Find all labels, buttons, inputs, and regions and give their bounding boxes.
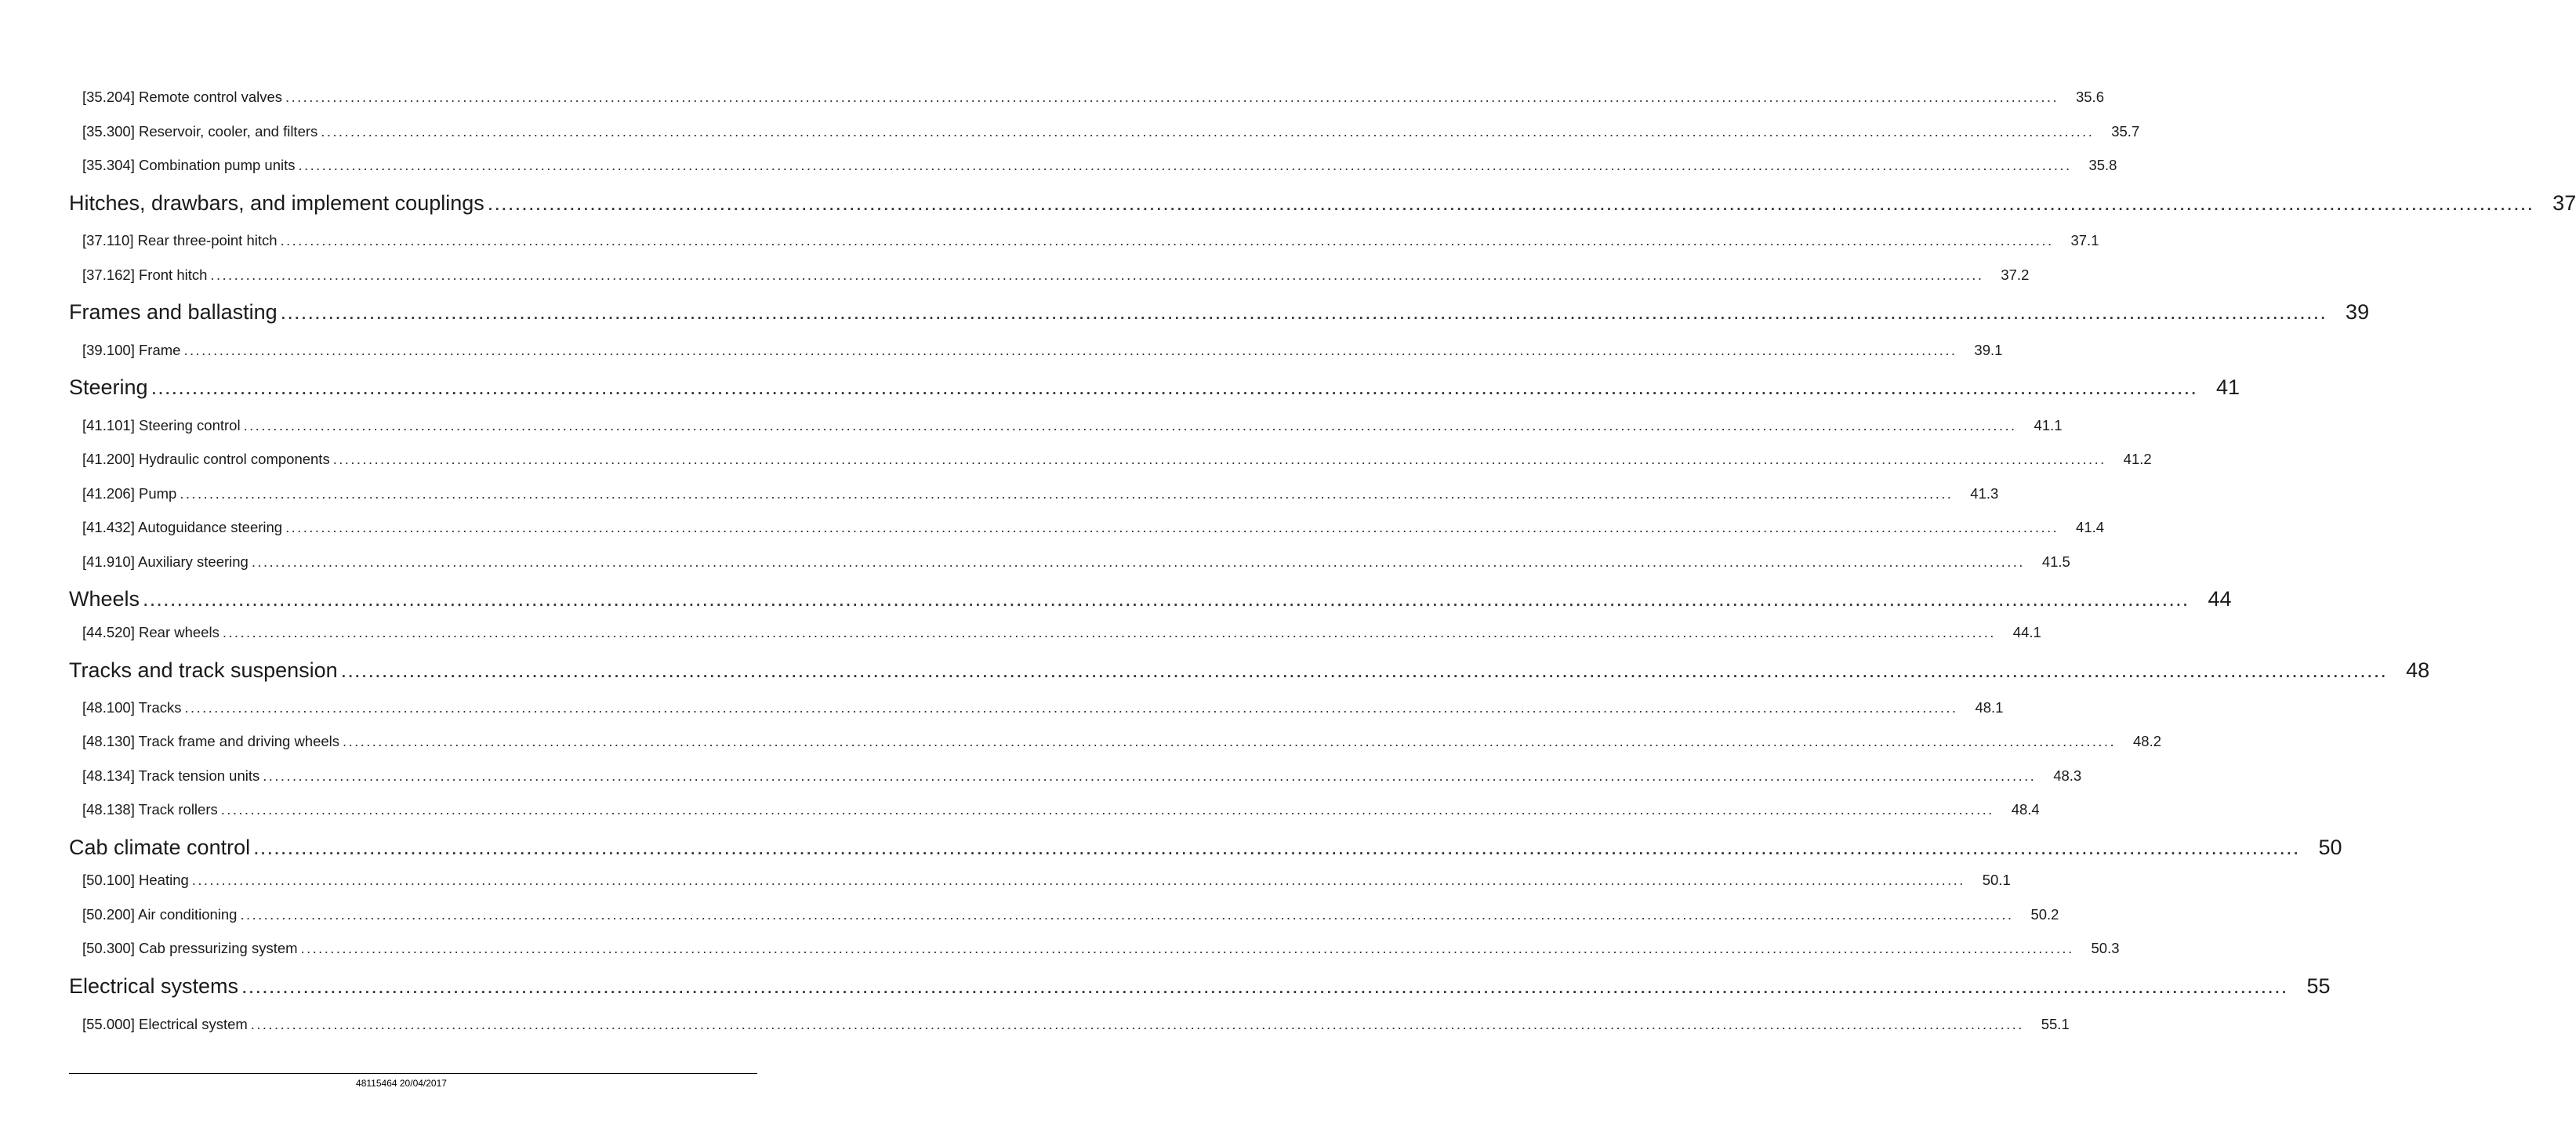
- toc-page-number: 50: [2318, 836, 2342, 859]
- dot-leader: ............................................................................................................................................................................................................................................................................................................: [285, 89, 2059, 105]
- toc-entry-title: [48.138] Track rollers: [82, 801, 218, 818]
- toc-subsection-entry[interactable]: [0, 767, 2082, 785]
- toc-entry-title: [48.134] Track tension units: [82, 767, 260, 784]
- toc-entry-title: [48.130] Track frame and driving wheels: [82, 733, 340, 749]
- toc-subsection-entry[interactable]: [0, 801, 2040, 818]
- dot-leader: ............................................................................................................................................................................................................................................................................................................: [220, 801, 1994, 818]
- toc-section-title: Steering: [69, 375, 148, 399]
- toc-page-number: 50.1: [1982, 872, 2011, 888]
- dot-leader: ............................................................................................................................................................................................................................................................................................................: [243, 417, 2017, 433]
- dot-leader: ............................................................................................................................................................................................................................................................................................................: [487, 191, 2534, 215]
- toc-page-number: 39.1: [1974, 342, 2003, 358]
- toc-subsection-entry[interactable]: [0, 451, 2152, 468]
- dot-leader: ............................................................................................................................................................................................................................................................................................................: [321, 123, 2095, 140]
- toc-entry-title: [37.162] Front hitch: [82, 267, 208, 283]
- toc-entry-title: [35.300] Reservoir, cooler, and filters: [82, 123, 318, 140]
- toc-page-number: 37: [2552, 191, 2576, 215]
- toc-page-number: 50.2: [2030, 906, 2059, 923]
- toc-entry-title: [44.520] Rear wheels: [82, 624, 220, 640]
- toc-page-number: 41.2: [2123, 451, 2152, 467]
- toc-page-number: 39: [2346, 300, 2370, 324]
- toc-entry-title: [37.110] Rear three-point hitch: [82, 232, 278, 248]
- toc-page-number: 41.1: [2034, 417, 2063, 433]
- toc-entry-title: [41.206] Pump: [82, 485, 177, 502]
- toc-page-number: 48.1: [1975, 699, 2004, 716]
- toc-page-number: 48.2: [2133, 733, 2162, 749]
- toc-subsection-entry[interactable]: [0, 733, 2162, 750]
- toc-subsection-entry[interactable]: [0, 485, 1999, 502]
- toc-page-number: 41.5: [2041, 553, 2070, 570]
- toc-subsection-entry[interactable]: [0, 699, 2004, 716]
- toc-subsection-entry[interactable]: [0, 342, 2003, 359]
- toc-subsection-entry[interactable]: [0, 624, 2041, 641]
- toc-page-number: 35.7: [2111, 123, 2140, 140]
- toc-subsection-entry[interactable]: [0, 940, 2120, 957]
- toc-entry-title: [39.100] Frame: [82, 342, 181, 358]
- toc-subsection-entry[interactable]: [0, 417, 2063, 434]
- toc-entry-title: [55.000] Electrical system: [82, 1016, 248, 1032]
- toc-section-title: Tracks and track suspension: [69, 658, 338, 682]
- toc-subsection-entry[interactable]: [0, 872, 2011, 889]
- toc-entry-title: [41.101] Steering control: [82, 417, 241, 433]
- dot-leader: ............................................................................................................................................................................................................................................................................................................: [298, 157, 2072, 173]
- toc-subsection-entry[interactable]: [0, 553, 2070, 571]
- dot-leader: ............................................................................................................................................................................................................................................................................................................: [280, 232, 2054, 248]
- toc-page-number: 50.3: [2091, 940, 2120, 956]
- toc-section-title: Hitches, drawbars, and implement couplings: [69, 191, 484, 215]
- toc-page-number: 55: [2306, 974, 2331, 998]
- footer-divider: [69, 1073, 757, 1074]
- toc-subsection-entry[interactable]: [0, 157, 2117, 174]
- toc-page-number: 41.3: [1970, 485, 1999, 502]
- toc-page-number: 35.6: [2075, 89, 2104, 105]
- toc-section-title: Electrical systems: [69, 974, 239, 998]
- toc-section-entry[interactable]: [0, 300, 2370, 325]
- toc-subsection-entry[interactable]: [0, 123, 2140, 140]
- toc-page-number: 55.1: [2041, 1016, 2070, 1032]
- dot-leader: ............................................................................................................................................................................................................................................................................................................: [184, 699, 1958, 716]
- toc-entry-title: [35.304] Combination pump units: [82, 157, 296, 173]
- toc-subsection-entry[interactable]: [0, 906, 2059, 923]
- dot-leader: ............................................................................................................................................................................................................................................................................................................: [210, 267, 1984, 283]
- dot-leader: ............................................................................................................................................................................................................................................................................................................: [343, 733, 2117, 749]
- toc-section-title: Cab climate control: [69, 836, 251, 859]
- toc-page-number: 35.8: [2088, 157, 2117, 173]
- toc-entry-title: [50.100] Heating: [82, 872, 189, 888]
- dot-leader: ............................................................................................................................................................................................................................................................................................................: [151, 375, 2198, 399]
- toc-section-entry[interactable]: [0, 191, 2576, 216]
- toc-section-entry[interactable]: [0, 375, 2240, 400]
- dot-leader: ............................................................................................................................................................................................................................................................................................................: [251, 553, 2025, 570]
- toc-subsection-entry[interactable]: [0, 89, 2104, 106]
- toc-page-number: 37.2: [2001, 267, 2030, 283]
- dot-leader: ............................................................................................................................................................................................................................................................................................................: [240, 906, 2014, 923]
- dot-leader: ............................................................................................................................................................................................................................................................................................................: [183, 342, 1957, 358]
- dot-leader: ............................................................................................................................................................................................................................................................................................................: [285, 519, 2059, 535]
- dot-leader: ............................................................................................................................................................................................................................................................................................................: [300, 940, 2074, 956]
- dot-leader: ............................................................................................................................................................................................................................................................................................................: [263, 767, 2037, 784]
- dot-leader: ............................................................................................................................................................................................................................................................................................................: [253, 836, 2300, 859]
- toc-page-number: 48.4: [2011, 801, 2040, 818]
- toc-page-number: 41: [2215, 375, 2240, 399]
- dot-leader: ............................................................................................................................................................................................................................................................................................................: [340, 658, 2388, 682]
- footer-doc-reference: 48115464 20/04/2017: [356, 1078, 447, 1089]
- dot-leader: ............................................................................................................................................................................................................................................................................................................: [250, 1016, 2024, 1032]
- toc-section-entry[interactable]: [0, 658, 2430, 683]
- dot-leader: ............................................................................................................................................................................................................................................................................................................: [222, 624, 1996, 640]
- toc-page-number: 44.1: [2012, 624, 2041, 640]
- toc-subsection-entry[interactable]: [0, 519, 2105, 536]
- toc-page-number: 48.3: [2053, 767, 2082, 784]
- dot-leader: ............................................................................................................................................................................................................................................................................................................: [332, 451, 2106, 467]
- toc-entry-title: [50.200] Air conditioning: [82, 906, 238, 923]
- dot-leader: ............................................................................................................................................................................................................................................................................................................: [280, 300, 2327, 324]
- toc-entry-title: [50.300] Cab pressurizing system: [82, 940, 298, 956]
- toc-page-number: 48: [2406, 658, 2430, 682]
- toc-entry-title: [41.910] Auxiliary steering: [82, 553, 249, 570]
- toc-section-title: Wheels: [69, 587, 140, 611]
- toc-entry-title: [41.200] Hydraulic control components: [82, 451, 330, 467]
- toc-entry-title: [41.432] Autoguidance steering: [82, 519, 283, 535]
- toc-section-entry[interactable]: [0, 974, 2331, 999]
- dot-leader: ............................................................................................................................................................................................................................................................................................................: [143, 587, 2190, 611]
- toc-subsection-entry[interactable]: [0, 267, 2030, 284]
- toc-section-entry[interactable]: [0, 836, 2342, 860]
- toc-subsection-entry[interactable]: [0, 232, 2099, 249]
- toc-page-number: 44: [2208, 587, 2232, 611]
- toc-section-title: Frames and ballasting: [69, 300, 278, 324]
- dot-leader: ............................................................................................................................................................................................................................................................................................................: [241, 974, 2288, 998]
- dot-leader: ............................................................................................................................................................................................................................................................................................................: [180, 485, 1954, 502]
- toc-page-number: 41.4: [2076, 519, 2105, 535]
- toc-entry-title: [35.204] Remote control valves: [82, 89, 283, 105]
- toc-section-entry[interactable]: [0, 587, 2232, 611]
- toc-entry-title: [48.100] Tracks: [82, 699, 182, 716]
- toc-subsection-entry[interactable]: [0, 1016, 2070, 1033]
- dot-leader: ............................................................................................................................................................................................................................................................................................................: [191, 872, 1965, 888]
- toc-page-number: 37.1: [2070, 232, 2099, 248]
